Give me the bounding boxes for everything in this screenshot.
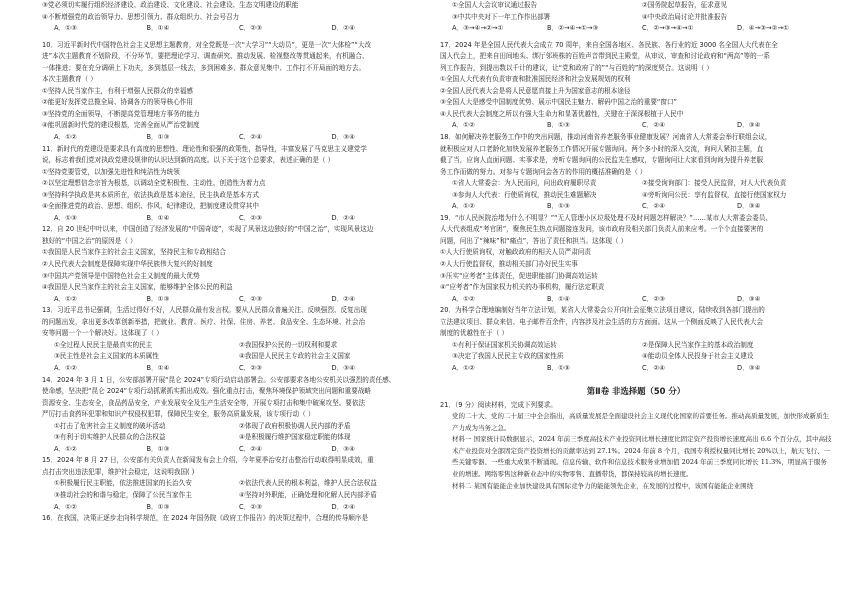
question-text-line: 点打击突出违法犯罪，维护社会稳定，这说明我国( ) (42, 467, 195, 476)
question-text-line: ①全国人大代表有负责审查和批准国民经济和社会发展规划的权利 (440, 75, 631, 84)
question-text-line: ①我国是人民当家作主的社会主义国家，坚持民主和专政相结合 (42, 248, 226, 257)
answer-option: C．②④ (239, 133, 263, 142)
question-text-line: ②人民代表大会制度是保障实现中华民族伟大复兴的好制度 (42, 260, 213, 269)
question-text-line: 说，标志着我们党对执政党建设规律的认识达到新的高度。以下关于这个总要求，表述正确的是（ ） (42, 156, 335, 165)
answer-option: B．①④ (146, 363, 170, 372)
answer-option: ④坚持对外职能，正确处理和化解人民内部矛盾 (239, 490, 377, 499)
answer-option: B．②→④→①→③ (547, 24, 599, 33)
answer-options-row (42, 213, 424, 225)
answer-option: D．③④ (737, 202, 761, 211)
answer-option: B．①③ (146, 444, 170, 453)
material-paragraph: 材料一 国家统计局数据显示，2024 年前三季度高技术产业投资同比增长速度比固定资产投资增长速度高出 6.6 个百分点，其中高技术产业投资对全部固定资产投资增长的贡献率达到 27.1%。2024 年前 8 个月，我国专利授权量同比增长 20%以上，航天飞行、一些关键零器、一些重大成果不断涌现。信息传输、软件和信息技术服务业增加值 2024 年前三季度同比增长 11.3%，明显高于服务业的增速。网络零售这种新业态中的实物零售、直播带货，都保持较高的增长速度。 (452, 435, 832, 479)
question-text-line: ①坚持人民当家作主，有利于增强人民群众的幸福感 (42, 86, 193, 95)
question-text-line: ①坚持党要管党，以加强先进性和纯洁性为统领 (42, 167, 180, 176)
question-text-line: ②能更好发挥党总揽全局、协调各方的领导核心作用 (42, 98, 193, 107)
question-text-line: ①人大行使质询权，对触政政府的相关人员严肃问责 (440, 248, 591, 257)
answer-option: D．③④ (331, 444, 355, 453)
answer-option: C．②④ (642, 202, 666, 211)
answer-options-row (440, 190, 832, 202)
answer-options-row (440, 0, 832, 12)
answer-options-row (440, 12, 832, 24)
question-text-line: 国人代会上，把来自田间地头、绑厅邻班株的百姓声音带到民主殿堂，从审议、审查和讨论政府和“两高”等的一系 (440, 52, 770, 61)
answer-option: A．①② (452, 121, 475, 130)
question-text-line: ④人民代表大会制度之所以有强大生命力和显著优越性，关键在于深深根植于人民中 (440, 109, 684, 118)
answer-options-row (440, 340, 832, 352)
answer-option: B．①④ (547, 294, 570, 303)
answer-option: D．②④ (331, 24, 355, 33)
answer-option: ④中央政治局讨论并批准报告 (642, 12, 728, 21)
question-text-line: 11．新时代的党建设是要求具有高度的思想性、理论性和很强的政策性，指导性，丰富发展了马克思主义建党学 (42, 144, 367, 153)
answer-option: A．①② (452, 294, 475, 303)
question-text-line: 14．2024 年 3 月 1 日，公安部部署开展“昆仑 2024”专项行动启动部署会。公安部要求各地公安机关以强烈的责任感、 (42, 375, 396, 384)
answer-option: B．①③ (146, 133, 170, 142)
answer-option: ③决定了我国人民民主专政的国家性质 (452, 352, 564, 361)
answer-option: D．③④ (737, 294, 761, 303)
question-text-line: 16．在我国，决策正逐步走向科学规范，在 2024 年国务院《政府工作报告》的决策过程中，合理的传导顺序是 (42, 514, 369, 523)
answer-option: ④是积极履行维护国家稳定职能的体现 (239, 433, 351, 442)
question-text-line: 资源安全、生态安全，食品药品安全，产业发展安全及生产生活安全等，开展专项打击和集中破案攻坚。要依法 (42, 398, 366, 407)
spacer (440, 375, 832, 380)
question-text-line: 17．2024 年是全国人民代表大会成立 70 周年，来自全国各地区、各民族、各行业的近 3000 名全国人大代表在全 (440, 40, 778, 49)
material-paragraph: 材料二 某国有能能企业加快建设具有国际竞争力的能能领先企业，在发展的过程中，该国有能能企业围绕 (452, 481, 754, 490)
answer-option: A．①② (54, 294, 77, 303)
answer-options-row (440, 120, 832, 132)
question-text-line: 的问题出发，拿出更多改革创新举措，把就业、教育、医疗、社保、住房、养老、食品安全、生态环境、社会治 (42, 317, 366, 326)
question-text-line: 12．自 20 世纪中叶以来，中国创造了经济发展的“中国奇迹”，实现了风景这边独好的“中国之治”，实现风景这边 (42, 225, 374, 234)
answer-options-row (42, 132, 424, 144)
answer-option: C．②③ (239, 294, 263, 303)
question-text-line: ②以坚定理想信念宗旨为根基，以调动全党积极性、主动性、创造性为着力点 (42, 179, 266, 188)
answer-option: C．②③ (239, 363, 263, 372)
answer-options-row (440, 201, 832, 213)
answer-option: C．②④ (642, 121, 666, 130)
answer-option: A．①② (54, 363, 77, 372)
question-text-line: ③全国人大是感受中国制度优势、展示中国民主魅力、解码中国之治的重要“窗口” (440, 98, 677, 107)
answer-options-row (440, 351, 832, 363)
answer-options-row (42, 490, 424, 502)
answer-options-row (42, 340, 424, 352)
question-text-line: ②全国人民代表大会是将人民意愿真接上升为国家意志的根本途径 (440, 86, 631, 95)
question-text-line: 制度的优越性在于（ ） (440, 329, 509, 338)
answer-options-row (440, 23, 832, 35)
answer-option: ④能动员全体人民投身于社会主义建设 (642, 352, 754, 361)
answer-option: ②国务院起草报告，征求意见 (642, 1, 728, 9)
left-column (42, 0, 424, 608)
answer-option: A．①③ (54, 24, 77, 33)
answer-option: ①全国人大会议审议通过报告 (452, 1, 538, 9)
answer-option: D．④→③→②→① (737, 24, 789, 33)
question-text-line: 使命感，坚决把“昆仑 2024”专项行动抓紧抓实抓出成效。强化重点打击，聚焦环境保护领域突出问题和重要战略 (42, 387, 372, 396)
question-text-line: 20．为科学合理地编制好当年立法计划，某省人大常委会公开向社会征集立法项目建议，陆续收到各部门提出的 (440, 306, 765, 315)
question-text-line: 13．习近平总书记强调，生活过得好不好，人民群众最有发言权。要从人民群众普遍关注、反映强烈、反复出现 (42, 306, 367, 315)
question-text-line: 独好的“中国之治”的原因是（ ） (42, 236, 137, 245)
answer-option: ①全过程人民民主是最真实的民主 (54, 340, 153, 349)
answer-option: B．①④ (146, 213, 170, 222)
answer-option: C．②④ (239, 444, 263, 453)
question-text-line: 安等问题一个一个解决好。这体现了（ ） (42, 329, 163, 338)
question-text-line: ③坚持科学执政是其本质所在，依法执政是基本途径，民主执政是基本方式 (42, 190, 259, 199)
question-text-line: 问题，问出了“辣味”和“痛点”，答出了责任和担当。这体现（ ） (440, 236, 628, 245)
answer-option: D．③④ (331, 133, 355, 142)
answer-option: ②接受询询部门：接受人民监督，对人大代表负责 (642, 179, 787, 188)
answer-option: ①省人大常委会：为人民而问，问出政府履职尽责 (452, 179, 597, 188)
answer-option: ②我国保护公民的一切权利和要求 (239, 340, 338, 349)
answer-options-row (42, 432, 424, 444)
answer-option: ③民主性是社会主义国家的本质属性 (54, 352, 159, 361)
answer-option: A．①② (54, 133, 77, 142)
question-text-line: ③压实“应考者”主体责任，促进职能部门协调高效运转 (440, 271, 598, 280)
answer-option: D．②④ (331, 294, 355, 303)
question-text-line: 就积极应对人口老龄化加快发展养老服务工作情况开展专题询问。两个多小时的深入交流，询问人紧扣主题，直 (440, 144, 764, 153)
section-heading: 第Ⅱ卷 非选择题（50 分） (586, 385, 686, 396)
answer-option: C．②④ (642, 363, 666, 372)
question-text-line: ②人大行使监督权，推动相关部门办好民生实事 (440, 260, 578, 269)
answer-option: C．②③ (239, 213, 263, 222)
answer-options-row (42, 294, 424, 306)
answer-options-row (42, 363, 424, 375)
answer-option: ③参询人大代表：行使质询权，推动民生难题解决 (452, 190, 597, 199)
answer-option: D．③④ (737, 121, 761, 130)
question-text-line: ③坚持党的全面领导，不断提高党管理地方事务的能力 (42, 109, 200, 118)
answer-options-row (440, 178, 832, 190)
answer-option: ①打击了危害社会主义制度的破坏活动 (54, 421, 166, 430)
answer-option: ④我国是人民民主专政的社会主义国家 (239, 352, 351, 361)
answer-option: D．③④ (737, 363, 761, 372)
answer-option: ②是保障人民当家作主的基本政治制度 (642, 340, 754, 349)
question-text-line: 15．2024 年 8 月 27 日，公安部有关负责人在新闻发布会上介绍，今年夏季治安打击整治行动取得明显成效，重 (42, 456, 374, 465)
question-text-line: 务工作而做的努力。对参与专题询问会各方的作用的概括准确的是（ ） (440, 167, 647, 176)
answer-option: A．①③ (54, 213, 77, 222)
answer-option: B．①③ (146, 502, 170, 511)
answer-option: A．①② (54, 444, 77, 453)
question-text-line: ③党必须切实履行组织经济建设、政治建设、文化建设、社会建设、生态文明建设的职能 (42, 1, 299, 9)
answer-option: C．②→③→④→① (642, 24, 694, 33)
question-text-line: 本次主题教育（ ） (42, 75, 97, 84)
answer-options-row (440, 294, 832, 306)
answer-option: ②依法代表人民的根本利益，维护人民合法权益 (239, 479, 377, 488)
answer-option: D．③④ (331, 363, 355, 372)
question-text-line: ④能巩固新时代党的建设根基，完善全面从严治党制度 (42, 121, 200, 130)
answer-option: D．②④ (331, 213, 355, 222)
question-text-line: 人大代表组成“考官团”，聚焦民生热点问题接连发问，该市政府及相关部门负责人前来应考。一个个直接要害的 (440, 225, 764, 234)
question-text-line: ④不断增强党的政治领导力、思想引领力、群众组织力、社会号召力 (42, 12, 240, 21)
question-text-line: ④我国是人民当家作主的社会主义国家，能够维护全体公民的利益 (42, 283, 233, 292)
question-text-line: ④“应考者”作为国家权力机关的办事机构，履行法定职责 (440, 283, 605, 292)
answer-option: A．③→④→②→① (452, 24, 504, 33)
answer-option: B．①③ (146, 294, 170, 303)
answer-option: ④旁听询问公民：享有监督权，直接行使国家权力 (642, 190, 787, 199)
question-text-line: 进”本次主题教育不划阶段，不分环节，要把理论学习、调查研究、推动发展、检视整改等贯通起来，有机融合、 (42, 52, 369, 61)
answer-options-row (42, 421, 424, 433)
answer-option: C．②③ (239, 24, 263, 33)
answer-option: D．②④ (331, 502, 355, 511)
answer-options-row (42, 351, 424, 363)
question-text-line: 立法建议项目、群众来信、电子邮件百余件，内容涉及社会生活的方方面面。这从一个侧面反映了人民代表大会 (440, 317, 764, 326)
question-text-line: 21．（9 分）阅读材料，完成下列要求。 (440, 400, 557, 409)
question-text-line: ③中国共产党领导是中国特色社会主义制度的最大优势 (42, 271, 200, 280)
answer-options-row (42, 444, 424, 456)
answer-option: A．①② (54, 502, 77, 511)
answer-option: ①积极履行民主职能，依法推进国家的长治久安 (54, 479, 192, 488)
question-text-line: 严厉打击食药环犯罪和知识产权侵权犯罪，保障民生安全，服务高质量发展，该专项行动（ ） (42, 410, 315, 419)
answer-option: C．②③ (642, 294, 666, 303)
right-column (440, 0, 832, 608)
answer-option: ①有利于保证国家机关协调高效运转 (452, 340, 557, 349)
answer-option: ③推动社会的和谐与稳定，保障了公民当家作主 (54, 490, 192, 499)
answer-option: B．①③ (547, 202, 570, 211)
question-text-line: 10．习近平新时代中国特色社会主义思想主题教育，对全党既是一次“大学习”“大动员”，更是一次“大体检”“大改 (42, 40, 372, 49)
answer-option: A．①② (452, 202, 475, 211)
question-text-line: 19．“市人民医院治堵为什么不明显？”“无人管理小区垃圾处理不及时问题怎样解决？”……某市人大常委会委员、 (440, 213, 772, 222)
answer-option: ③有利于切实维护人民群众的合法权益 (54, 433, 166, 442)
answer-option: C．②③ (239, 502, 263, 511)
answer-options-row (42, 478, 424, 490)
answer-option: B．①③ (547, 363, 570, 372)
question-text-line: 截了当，应询人直面问题、实事求是，旁听专题询问的公民监先生感叹，专题询问让大家看到询询为提升养老服 (440, 156, 764, 165)
question-text-line: ④全面推进党的政治、思想、组织、作风、纪律建设，把制度建设贯穿其中 (42, 202, 259, 211)
question-text-line: 一体推进；要在充分调研上下功夫，多到基层一线去，多到困难多、群众意见集中、工作打不开局面的地方去。 (42, 63, 366, 72)
question-text-line: 列工作报告，到提出数以千计的建议，让“党和政府了的”“与百姓的”的深度契合。这说明（ ） (440, 63, 713, 72)
answer-option: ②体现了政府积极协调人民内部的矛盾 (239, 421, 351, 430)
answer-options-row (42, 502, 424, 514)
answer-option: B．①③ (547, 121, 570, 130)
question-text-line: 18．如何解决养老服务工作中的突出问题，推动河南省养老服务事业健康发展？河南省人大常委会举行联组会议， (440, 133, 772, 142)
answer-option: B．①④ (146, 24, 170, 33)
answer-options-row (440, 363, 832, 375)
answer-option: A．①② (452, 363, 475, 372)
material-paragraph: 党的二十大、党的二十届三中全会指出，高质量发展是全面建设社会主义现代化国家的首要任务。推动高质量发展，加快形成新质生产力成为当务之急。 (452, 412, 829, 432)
answer-options-row (42, 23, 424, 35)
answer-option: ③中共中央对下一年工作作出部署 (452, 12, 551, 21)
